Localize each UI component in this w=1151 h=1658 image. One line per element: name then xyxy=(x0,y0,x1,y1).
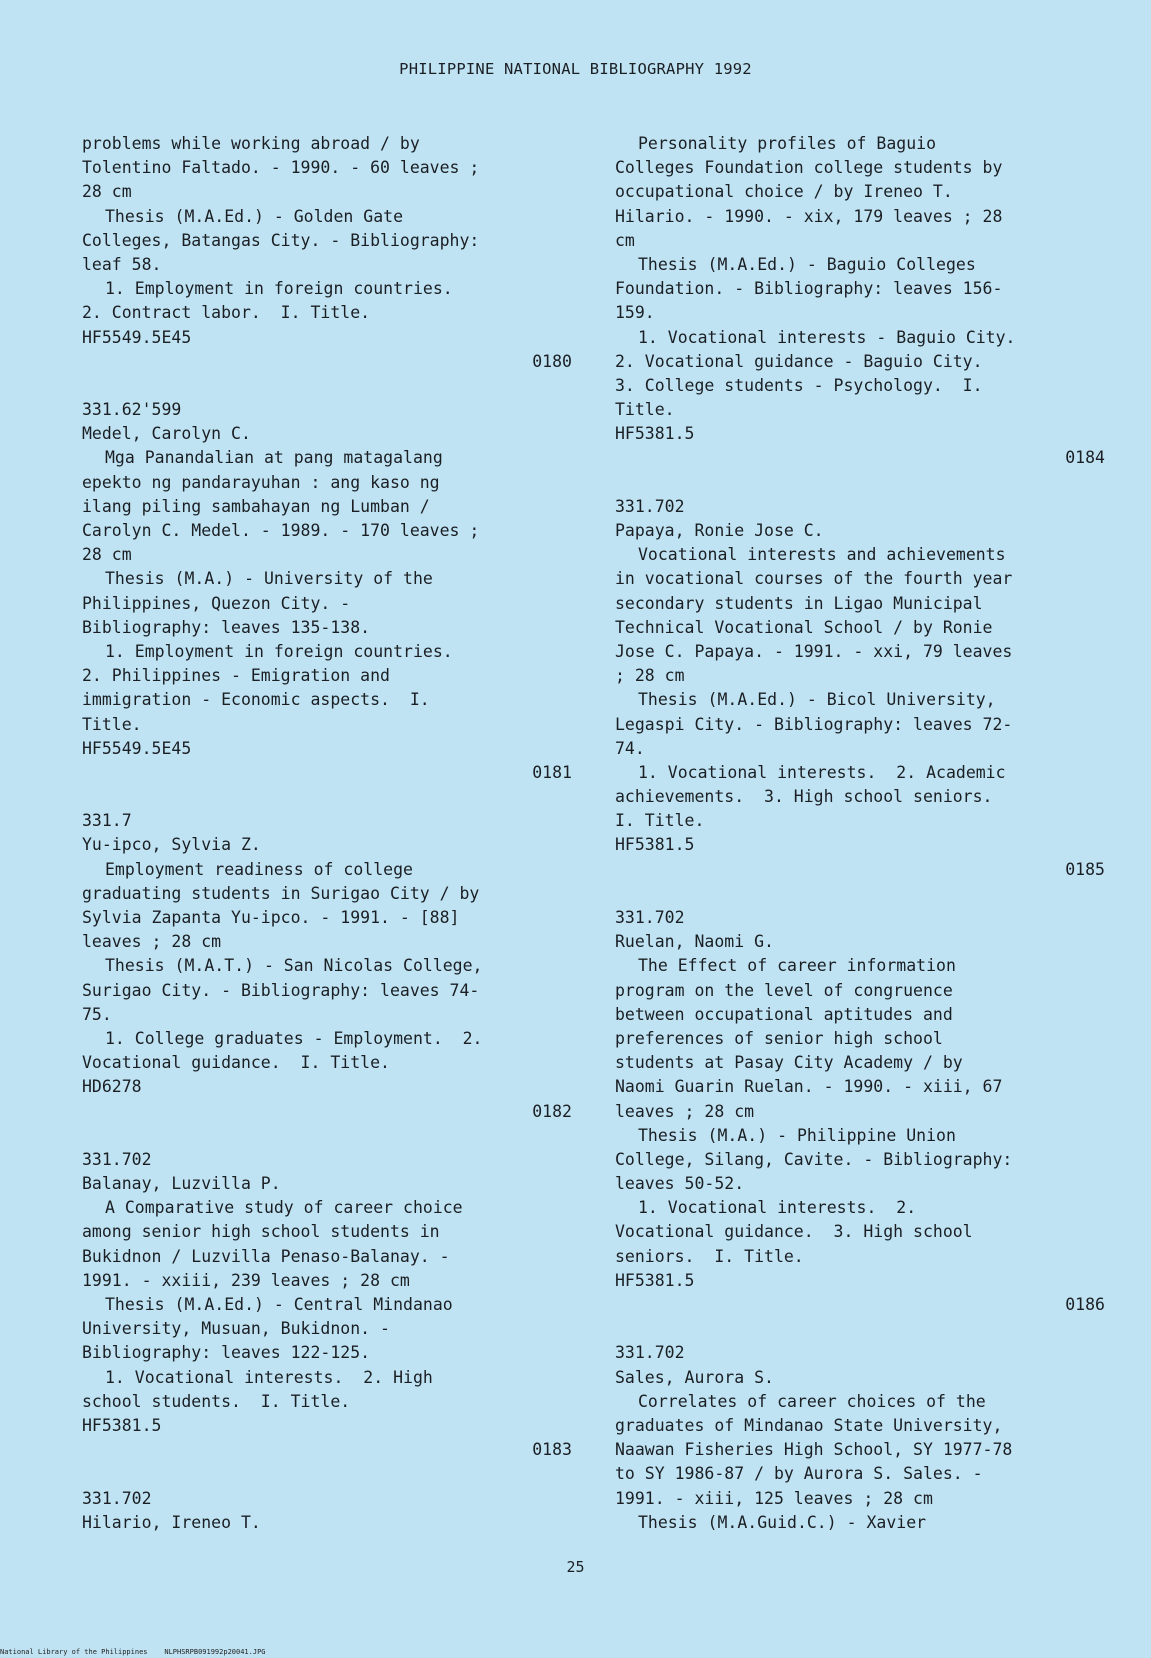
entry-number: 0185 xyxy=(1065,859,1105,879)
entry-line: Sales, Aurora S. xyxy=(615,1367,774,1387)
entry-line: Title. xyxy=(82,714,142,734)
entry-line: ; 28 cm xyxy=(615,666,685,686)
entry-line: 1991. - xiii, 125 leaves ; 28 cm xyxy=(615,1488,933,1508)
entry-line: 331.62'599 xyxy=(82,400,182,420)
entry-line: Papaya, Ronie Jose C. xyxy=(615,521,824,540)
entry-line: Naawan Fisheries High School, SY 1977-78 xyxy=(615,1440,1013,1460)
entry-line: 331.702 xyxy=(615,496,685,516)
entry-line: 75. xyxy=(82,1004,112,1024)
entry-line: between occupational aptitudes and xyxy=(615,1004,953,1024)
entry-line: 331.7 xyxy=(82,811,132,831)
entry-gap xyxy=(615,471,1105,495)
entry-line: Employment readiness of college xyxy=(105,859,413,879)
entry-gap xyxy=(615,882,1105,906)
entry-line: Vocational guidance. 3. High school xyxy=(615,1222,973,1242)
entry-line: Bukidnon / Luzvilla Penaso-Balanay. - xyxy=(82,1246,450,1266)
entry-line: 28 cm xyxy=(82,545,132,565)
entry-line: Medel, Carolyn C. xyxy=(82,424,251,444)
entry-line: Personality profiles of Baguio xyxy=(638,134,937,153)
entry-gap xyxy=(82,785,572,809)
entry-line: Mga Panandalian at pang matagalang xyxy=(105,448,443,468)
entry-line: immigration - Economic aspects. I. xyxy=(82,690,430,710)
entry-line: HF5381.5 xyxy=(615,1270,695,1290)
entry-line: achievements. 3. High school seniors. xyxy=(615,787,993,807)
entry-line: Yu-ipco, Sylvia Z. xyxy=(82,835,261,855)
entry-line: problems while working abroad / by xyxy=(82,134,420,153)
entry-gap xyxy=(615,1317,1105,1341)
entry-line: 331.702 xyxy=(615,1343,685,1363)
entry-line: cm xyxy=(615,230,635,250)
entry-line: 1. Vocational interests. 2. Academic xyxy=(638,762,1006,782)
entry-line: Bibliography: leaves 122-125. xyxy=(82,1343,371,1363)
entry-line: Sylvia Zapanta Yu-ipco. - 1991. - [88] xyxy=(82,908,460,927)
entry-line: seniors. I. Title. xyxy=(615,1246,804,1266)
entry-line: Philippines, Quezon City. - xyxy=(82,593,351,613)
entry-line: 2. Contract labor. I. Title. xyxy=(82,303,371,323)
entry-line: Thesis (M.A.Ed.) - Golden Gate xyxy=(105,206,404,226)
entry-line: leaf 58. xyxy=(82,254,162,274)
entry-line: Carolyn C. Medel. - 1989. - 170 leaves ; xyxy=(82,521,480,540)
scan-footer: National Library of the Philippines NLPHSRPB091992p20041.JPG xyxy=(0,1648,266,1656)
right-column xyxy=(615,132,1105,1535)
entry-line: Thesis (M.A.T.) - San Nicolas College, xyxy=(105,956,483,976)
entry-line: University, Musuan, Bukidnon. - xyxy=(82,1319,390,1339)
entry-line: 28 cm xyxy=(82,182,132,202)
entry-line: leaves ; 28 cm xyxy=(82,932,222,952)
entry-line: Thesis (M.A.Ed.) - Baguio Colleges xyxy=(638,254,976,274)
entry-line: Foundation. - Bibliography: leaves 156- xyxy=(615,279,1003,299)
entry-line: 331.702 xyxy=(82,1149,152,1169)
entry-line: HF5549.5E45 xyxy=(82,738,192,758)
entry-line: Colleges Foundation college students by xyxy=(615,158,1003,178)
entry-line: The Effect of career information xyxy=(638,956,956,976)
entry-line: 74. xyxy=(615,738,645,758)
entry-line: Legaspi City. - Bibliography: leaves 72- xyxy=(615,714,1013,734)
entry-number: 0183 xyxy=(532,1440,572,1460)
entry-gap xyxy=(82,1462,572,1486)
entry-line: in vocational courses of the fourth year xyxy=(615,569,1013,589)
entry-line: leaves ; 28 cm xyxy=(615,1101,755,1121)
left-column xyxy=(82,132,572,1535)
entry-number: 0182 xyxy=(532,1101,572,1121)
entry-line: preferences of senior high school xyxy=(615,1028,943,1048)
entry-line: Balanay, Luzvilla P. xyxy=(82,1174,281,1194)
entry-line: Ruelan, Naomi G. xyxy=(615,932,774,952)
entry-line: Thesis (M.A.Guid.C.) - Xavier xyxy=(638,1512,927,1532)
entry-number: 0186 xyxy=(1065,1295,1105,1314)
entry-number: 0180 xyxy=(532,351,572,371)
entry-line: 1. Vocational interests - Baguio City. xyxy=(638,327,1016,347)
entry-line: occupational choice / by Ireneo T. xyxy=(615,182,953,202)
entry-line: Thesis (M.A.) - University of the xyxy=(105,569,433,589)
entry-line: 1. Vocational interests. 2. High xyxy=(105,1367,433,1387)
entry-line: HF5381.5 xyxy=(82,1415,162,1435)
entry-line: HD6278 xyxy=(82,1077,142,1097)
entry-line: HF5549.5E45 xyxy=(82,327,192,347)
entry-line: 1. Employment in foreign countries. xyxy=(105,641,453,661)
entry-line: 1. Vocational interests. 2. xyxy=(638,1198,917,1218)
entry-line: Tolentino Faltado. - 1990. - 60 leaves ; xyxy=(82,158,480,178)
entry-line: Hilario. - 1990. - xix, 179 leaves ; 28 xyxy=(615,206,1003,226)
entry-line: Surigao City. - Bibliography: leaves 74- xyxy=(82,980,480,1000)
entry-line: 2. Vocational guidance - Baguio City. xyxy=(615,351,983,371)
entry-line: epekto ng pandarayuhan : ang kaso ng xyxy=(82,472,440,492)
entry-line: Jose C. Papaya. - 1991. - xxi, 79 leaves xyxy=(615,641,1013,661)
entry-line: Vocational interests and achievements xyxy=(638,545,1006,565)
entry-line: 1. College graduates - Employment. 2. xyxy=(105,1028,483,1048)
entry-line: HF5381.5 xyxy=(615,424,695,444)
entry-line: 1. Employment in foreign countries. xyxy=(105,279,453,299)
entry-line: Bibliography: leaves 135-138. xyxy=(82,617,371,637)
entry-line: A Comparative study of career choice xyxy=(105,1198,463,1218)
entry-line: Correlates of career choices of the xyxy=(638,1391,986,1411)
entry-line: among senior high school students in xyxy=(82,1222,440,1242)
entry-line: 331.702 xyxy=(82,1488,152,1508)
entry-line: Hilario, Ireneo T. xyxy=(82,1512,261,1532)
entry-line: leaves 50-52. xyxy=(615,1174,745,1194)
entry-line: ilang piling sambahayan ng Lumban / xyxy=(82,496,430,516)
entry-line: HF5381.5 xyxy=(615,835,695,855)
entry-line: Title. xyxy=(615,400,675,420)
entry-line: program on the level of congruence xyxy=(615,980,953,1000)
entry-line: Naomi Guarin Ruelan. - 1990. - xiii, 67 xyxy=(615,1077,1003,1097)
entry-line: graduates of Mindanao State University, xyxy=(615,1415,1003,1435)
entry-line: secondary students in Ligao Municipal xyxy=(615,593,983,613)
entry-line: 3. College students - Psychology. I. xyxy=(615,375,983,395)
entry-line: school students. I. Title. xyxy=(82,1391,351,1411)
entry-line: Technical Vocational School / by Ronie xyxy=(615,617,993,637)
page-number: 25 xyxy=(566,1558,585,1576)
entry-number: 0184 xyxy=(1065,448,1105,468)
entry-line: 331.702 xyxy=(615,908,685,927)
entry-line: Thesis (M.A.Ed.) - Central Mindanao xyxy=(105,1295,453,1314)
entry-line: I. Title. xyxy=(615,811,705,831)
entry-line: 159. xyxy=(615,303,655,323)
entry-line: Vocational guidance. I. Title. xyxy=(82,1053,390,1073)
entry-gap xyxy=(82,374,572,398)
entry-line: to SY 1986-87 / by Aurora S. Sales. - xyxy=(615,1464,983,1484)
entry-line: Thesis (M.A.) - Philippine Union xyxy=(638,1125,956,1145)
entry-line: 1991. - xxiii, 239 leaves ; 28 cm xyxy=(82,1270,410,1290)
entry-line: Thesis (M.A.Ed.) - Bicol University, xyxy=(638,690,996,710)
entry-line: graduating students in Surigao City / by xyxy=(82,883,480,903)
entry-line: Colleges, Batangas City. - Bibliography: xyxy=(82,230,480,250)
page-header: PHILIPPINE NATIONAL BIBLIOGRAPHY 1992 xyxy=(399,60,752,78)
entry-line: students at Pasay City Academy / by xyxy=(615,1053,963,1073)
entry-line: 2. Philippines - Emigration and xyxy=(82,666,390,686)
entry-gap xyxy=(82,1124,572,1148)
entry-line: College, Silang, Cavite. - Bibliography: xyxy=(615,1149,1013,1169)
entry-number: 0181 xyxy=(532,762,572,782)
